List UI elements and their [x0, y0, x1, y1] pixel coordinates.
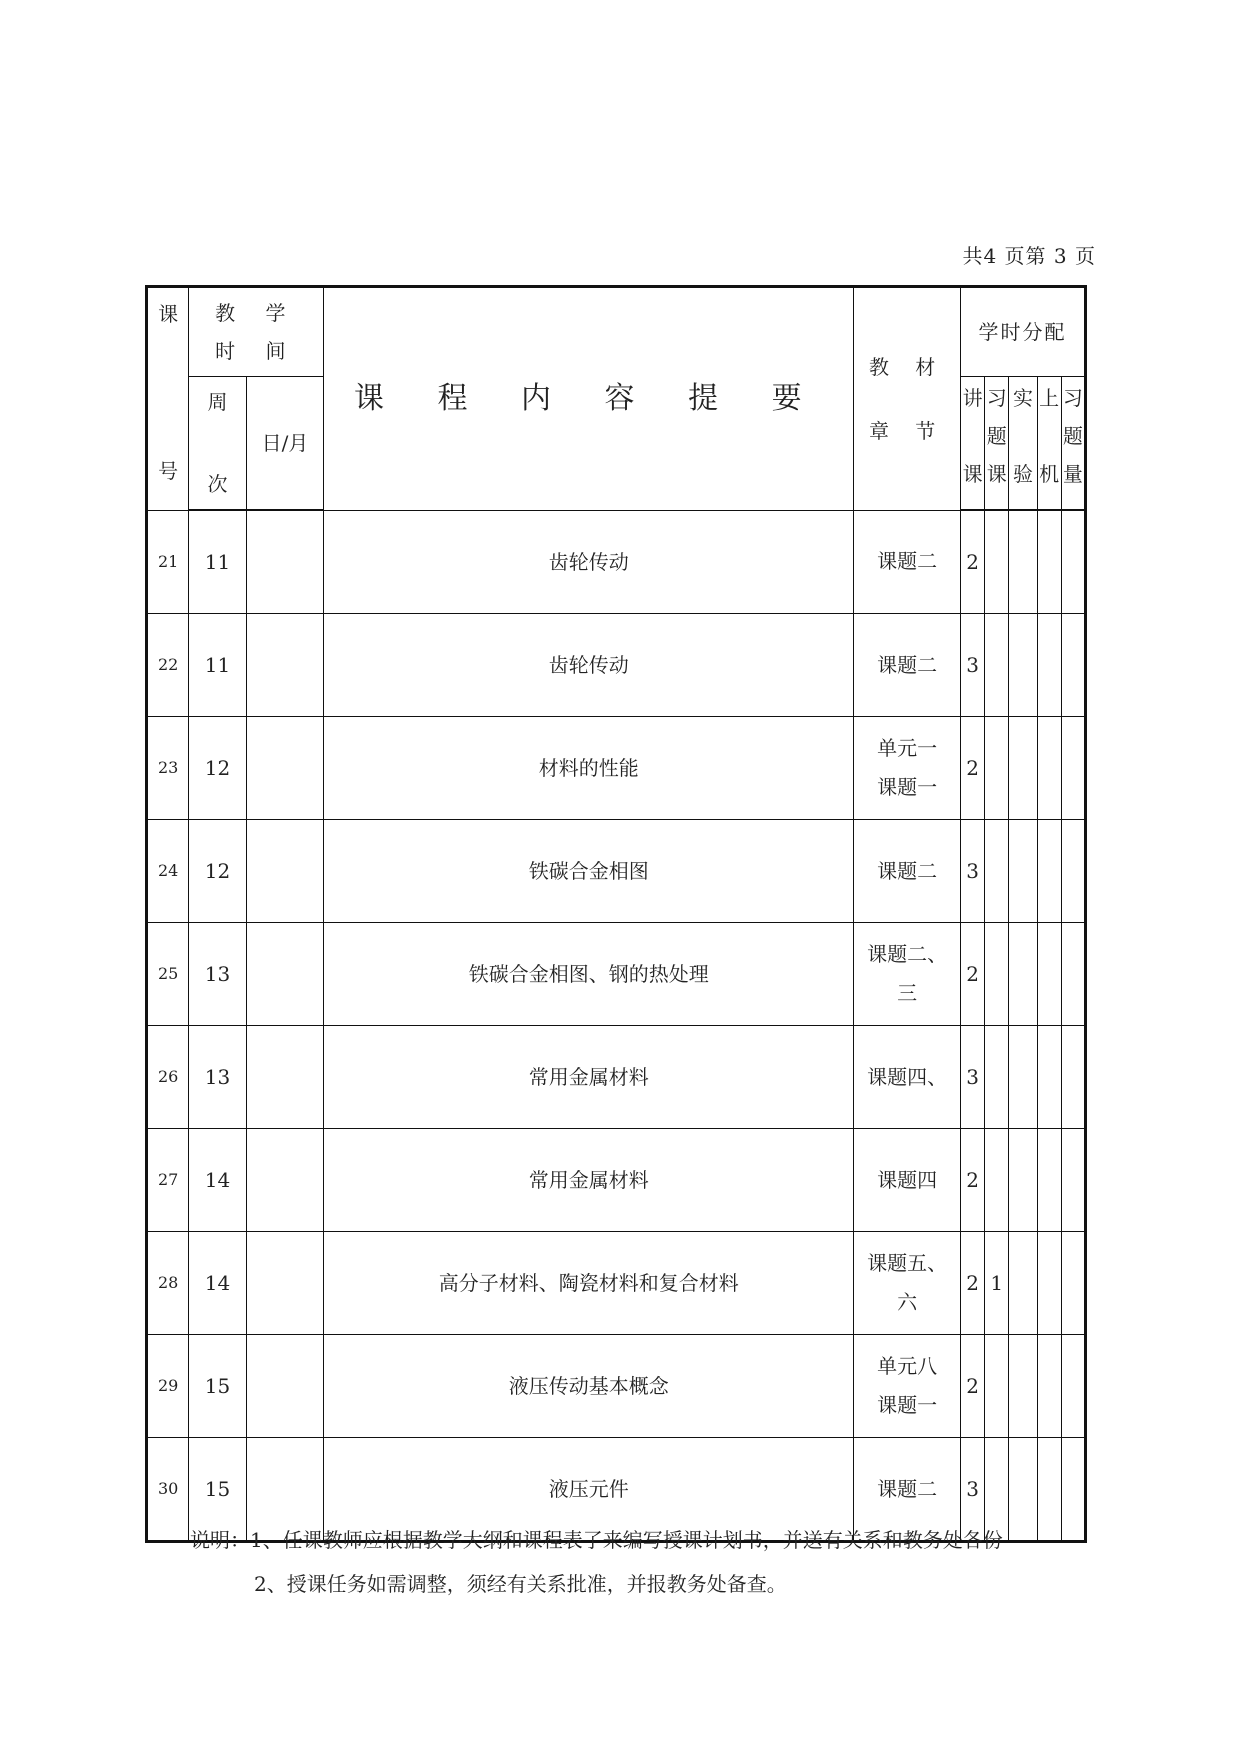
exercise-amount-cell [1061, 1026, 1085, 1129]
header-teaching-time-line2: 时 间 [215, 339, 298, 363]
exercise-hours-cell [985, 510, 1009, 614]
experiment-hours-cell [1009, 1232, 1037, 1335]
table-row [147, 820, 1086, 923]
experiment-hours-cell [1009, 923, 1037, 1026]
chapter-cell [854, 923, 961, 1026]
content-cell: 液压传动基本概念 [324, 1335, 854, 1438]
exercise-amount-cell [1061, 1438, 1085, 1542]
exercise-amount-cell [1061, 1129, 1085, 1232]
exercise-amount-cell [1061, 1232, 1085, 1335]
header-textbook-chapter [854, 287, 961, 511]
computer-hours-cell [1037, 820, 1061, 923]
chapter-line: 课题二 [877, 858, 938, 883]
date-cell [246, 1335, 324, 1438]
chapter-cell [854, 1232, 961, 1335]
note-line-2: 2、授课任务如需调整，须经有关系批准，并报教务处备查。 [254, 1572, 787, 1596]
table-row [147, 717, 1086, 820]
header-lesson-number [147, 287, 189, 511]
table-row [147, 923, 1086, 1026]
chapter-line: 课题一 [877, 775, 938, 799]
chapter-cell [854, 1026, 961, 1129]
week-cell: 14 [189, 1129, 246, 1232]
exercise-amount-cell [1061, 717, 1085, 820]
content-cell: 齿轮传动 [324, 510, 854, 614]
header-lesson-number-top: 课 [158, 302, 179, 326]
lesson-number-cell: 29 [147, 1335, 189, 1438]
chapter-line: 三 [897, 981, 918, 1005]
exercise-hours-cell [985, 717, 1009, 820]
exercise-hours-cell [985, 923, 1009, 1026]
chapter-line: 六 [897, 1290, 918, 1314]
date-cell [246, 1232, 324, 1335]
header-week-top: 周 [207, 390, 228, 414]
experiment-hours-cell [1009, 1438, 1037, 1542]
chapter-line: 课题一 [877, 1393, 938, 1417]
week-cell: 11 [189, 614, 246, 717]
date-cell [246, 1026, 324, 1129]
chapter-cell [854, 510, 961, 614]
date-cell [246, 923, 324, 1026]
note-line-1: 说明：1、任课教师应根据教学大纲和课程表了来编写授课计划书，并送有关系和教务处各份 [190, 1528, 1003, 1552]
chapter-cell [854, 717, 961, 820]
content-cell: 齿轮传动 [324, 614, 854, 717]
content-cell: 铁碳合金相图 [324, 820, 854, 923]
lecture-hours-cell: 2 [961, 1232, 985, 1335]
table-row [147, 1026, 1086, 1129]
table-row [147, 510, 1086, 614]
lecture-hours-cell: 3 [961, 1438, 985, 1542]
lesson-number-cell: 22 [147, 614, 189, 717]
lecture-hours-cell: 2 [961, 510, 985, 614]
header-computer: 上 机 [1037, 377, 1061, 511]
experiment-hours-cell [1009, 510, 1037, 614]
week-cell: 15 [189, 1335, 246, 1438]
exercise-hours-cell [985, 1129, 1009, 1232]
chapter-cell [854, 1335, 961, 1438]
table-row [147, 1335, 1086, 1438]
computer-hours-cell [1037, 1129, 1061, 1232]
exercise-hours-cell [985, 820, 1009, 923]
date-cell [246, 614, 324, 717]
header-chapter-line1: 教 材 [868, 354, 946, 379]
week-cell: 15 [189, 1438, 246, 1542]
chapter-line: 课题四、 [867, 1064, 948, 1089]
header-teaching-time-line1: 教 学 [215, 301, 298, 325]
header-date: 日/月 [246, 377, 324, 511]
computer-hours-cell [1037, 1438, 1061, 1542]
experiment-hours-cell [1009, 1129, 1037, 1232]
lesson-number-cell: 25 [147, 923, 189, 1026]
header-exercise-class: 习 题 课 [985, 377, 1009, 511]
exercise-amount-cell [1061, 614, 1085, 717]
exercise-hours-cell [985, 1026, 1009, 1129]
table-row [147, 1232, 1086, 1335]
lecture-hours-cell: 2 [961, 717, 985, 820]
chapter-line: 单元一 [877, 736, 938, 760]
table-row [147, 1129, 1086, 1232]
exercise-amount-cell [1061, 1335, 1085, 1438]
week-cell: 11 [189, 510, 246, 614]
exercise-hours-cell [985, 614, 1009, 717]
computer-hours-cell [1037, 510, 1061, 614]
experiment-hours-cell [1009, 1026, 1037, 1129]
chapter-cell [854, 1129, 961, 1232]
date-cell [246, 1129, 324, 1232]
header-week-bottom: 次 [207, 472, 228, 496]
content-cell: 常用金属材料 [324, 1129, 854, 1232]
experiment-hours-cell [1009, 820, 1037, 923]
lecture-hours-cell: 2 [961, 1335, 985, 1438]
week-cell: 12 [189, 717, 246, 820]
exercise-amount-cell [1061, 923, 1085, 1026]
exercise-hours-cell: 1 [985, 1232, 1009, 1335]
notes [190, 1518, 1003, 1606]
chapter-line: 课题四 [877, 1167, 938, 1192]
lesson-number-cell: 24 [147, 820, 189, 923]
date-cell [246, 717, 324, 820]
exercise-hours-cell [985, 1335, 1009, 1438]
header-lesson-number-bottom: 号 [158, 459, 179, 483]
computer-hours-cell [1037, 1026, 1061, 1129]
header-hours-allocation: 学时分配 [961, 287, 1086, 377]
computer-hours-cell [1037, 614, 1061, 717]
lesson-number-cell: 27 [147, 1129, 189, 1232]
lecture-hours-cell: 2 [961, 923, 985, 1026]
exercise-amount-cell [1061, 820, 1085, 923]
week-cell: 13 [189, 923, 246, 1026]
chapter-line: 课题二 [877, 1476, 938, 1501]
experiment-hours-cell [1009, 1335, 1037, 1438]
lecture-hours-cell: 3 [961, 614, 985, 717]
lesson-number-cell: 26 [147, 1026, 189, 1129]
lesson-number-cell: 23 [147, 717, 189, 820]
content-cell: 液压元件 [324, 1438, 854, 1542]
computer-hours-cell [1037, 1335, 1061, 1438]
teaching-plan-table [145, 285, 1087, 1543]
content-cell: 常用金属材料 [324, 1026, 854, 1129]
experiment-hours-cell [1009, 717, 1037, 820]
computer-hours-cell [1037, 717, 1061, 820]
week-cell: 12 [189, 820, 246, 923]
header-chapter-line2: 章 节 [868, 418, 946, 443]
experiment-hours-cell [1009, 614, 1037, 717]
chapter-line: 单元八 [877, 1354, 938, 1378]
lecture-hours-cell: 3 [961, 1026, 985, 1129]
date-cell [246, 510, 324, 614]
chapter-line: 课题五、 [867, 1251, 948, 1275]
table-row [147, 614, 1086, 717]
lecture-hours-cell: 3 [961, 820, 985, 923]
lecture-hours-cell: 2 [961, 1129, 985, 1232]
chapter-line: 课题二 [877, 652, 938, 677]
content-cell: 材料的性能 [324, 717, 854, 820]
lesson-number-cell: 30 [147, 1438, 189, 1542]
header-week [189, 377, 246, 511]
chapter-cell [854, 820, 961, 923]
week-cell: 14 [189, 1232, 246, 1335]
header-experiment: 实 验 [1009, 377, 1037, 511]
lesson-number-cell: 28 [147, 1232, 189, 1335]
chapter-line: 课题二、 [867, 942, 948, 966]
exercise-amount-cell [1061, 510, 1085, 614]
date-cell [246, 820, 324, 923]
chapter-cell [854, 614, 961, 717]
header-content-summary: 课 程 内 容 提 要 [324, 287, 854, 511]
table-body [147, 510, 1086, 1542]
content-cell: 高分子材料、陶瓷材料和复合材料 [324, 1232, 854, 1335]
header-exercise-amount: 习 题 量 [1061, 377, 1085, 511]
chapter-line: 课题二 [877, 549, 938, 574]
header-teaching-time [189, 287, 324, 377]
content-cell: 铁碳合金相图、钢的热处理 [324, 923, 854, 1026]
computer-hours-cell [1037, 923, 1061, 1026]
header-lecture: 讲 课 [961, 377, 985, 511]
lesson-number-cell: 21 [147, 510, 189, 614]
page-indicator: 共4 页第 3 页 [962, 244, 1096, 268]
computer-hours-cell [1037, 1232, 1061, 1335]
week-cell: 13 [189, 1026, 246, 1129]
